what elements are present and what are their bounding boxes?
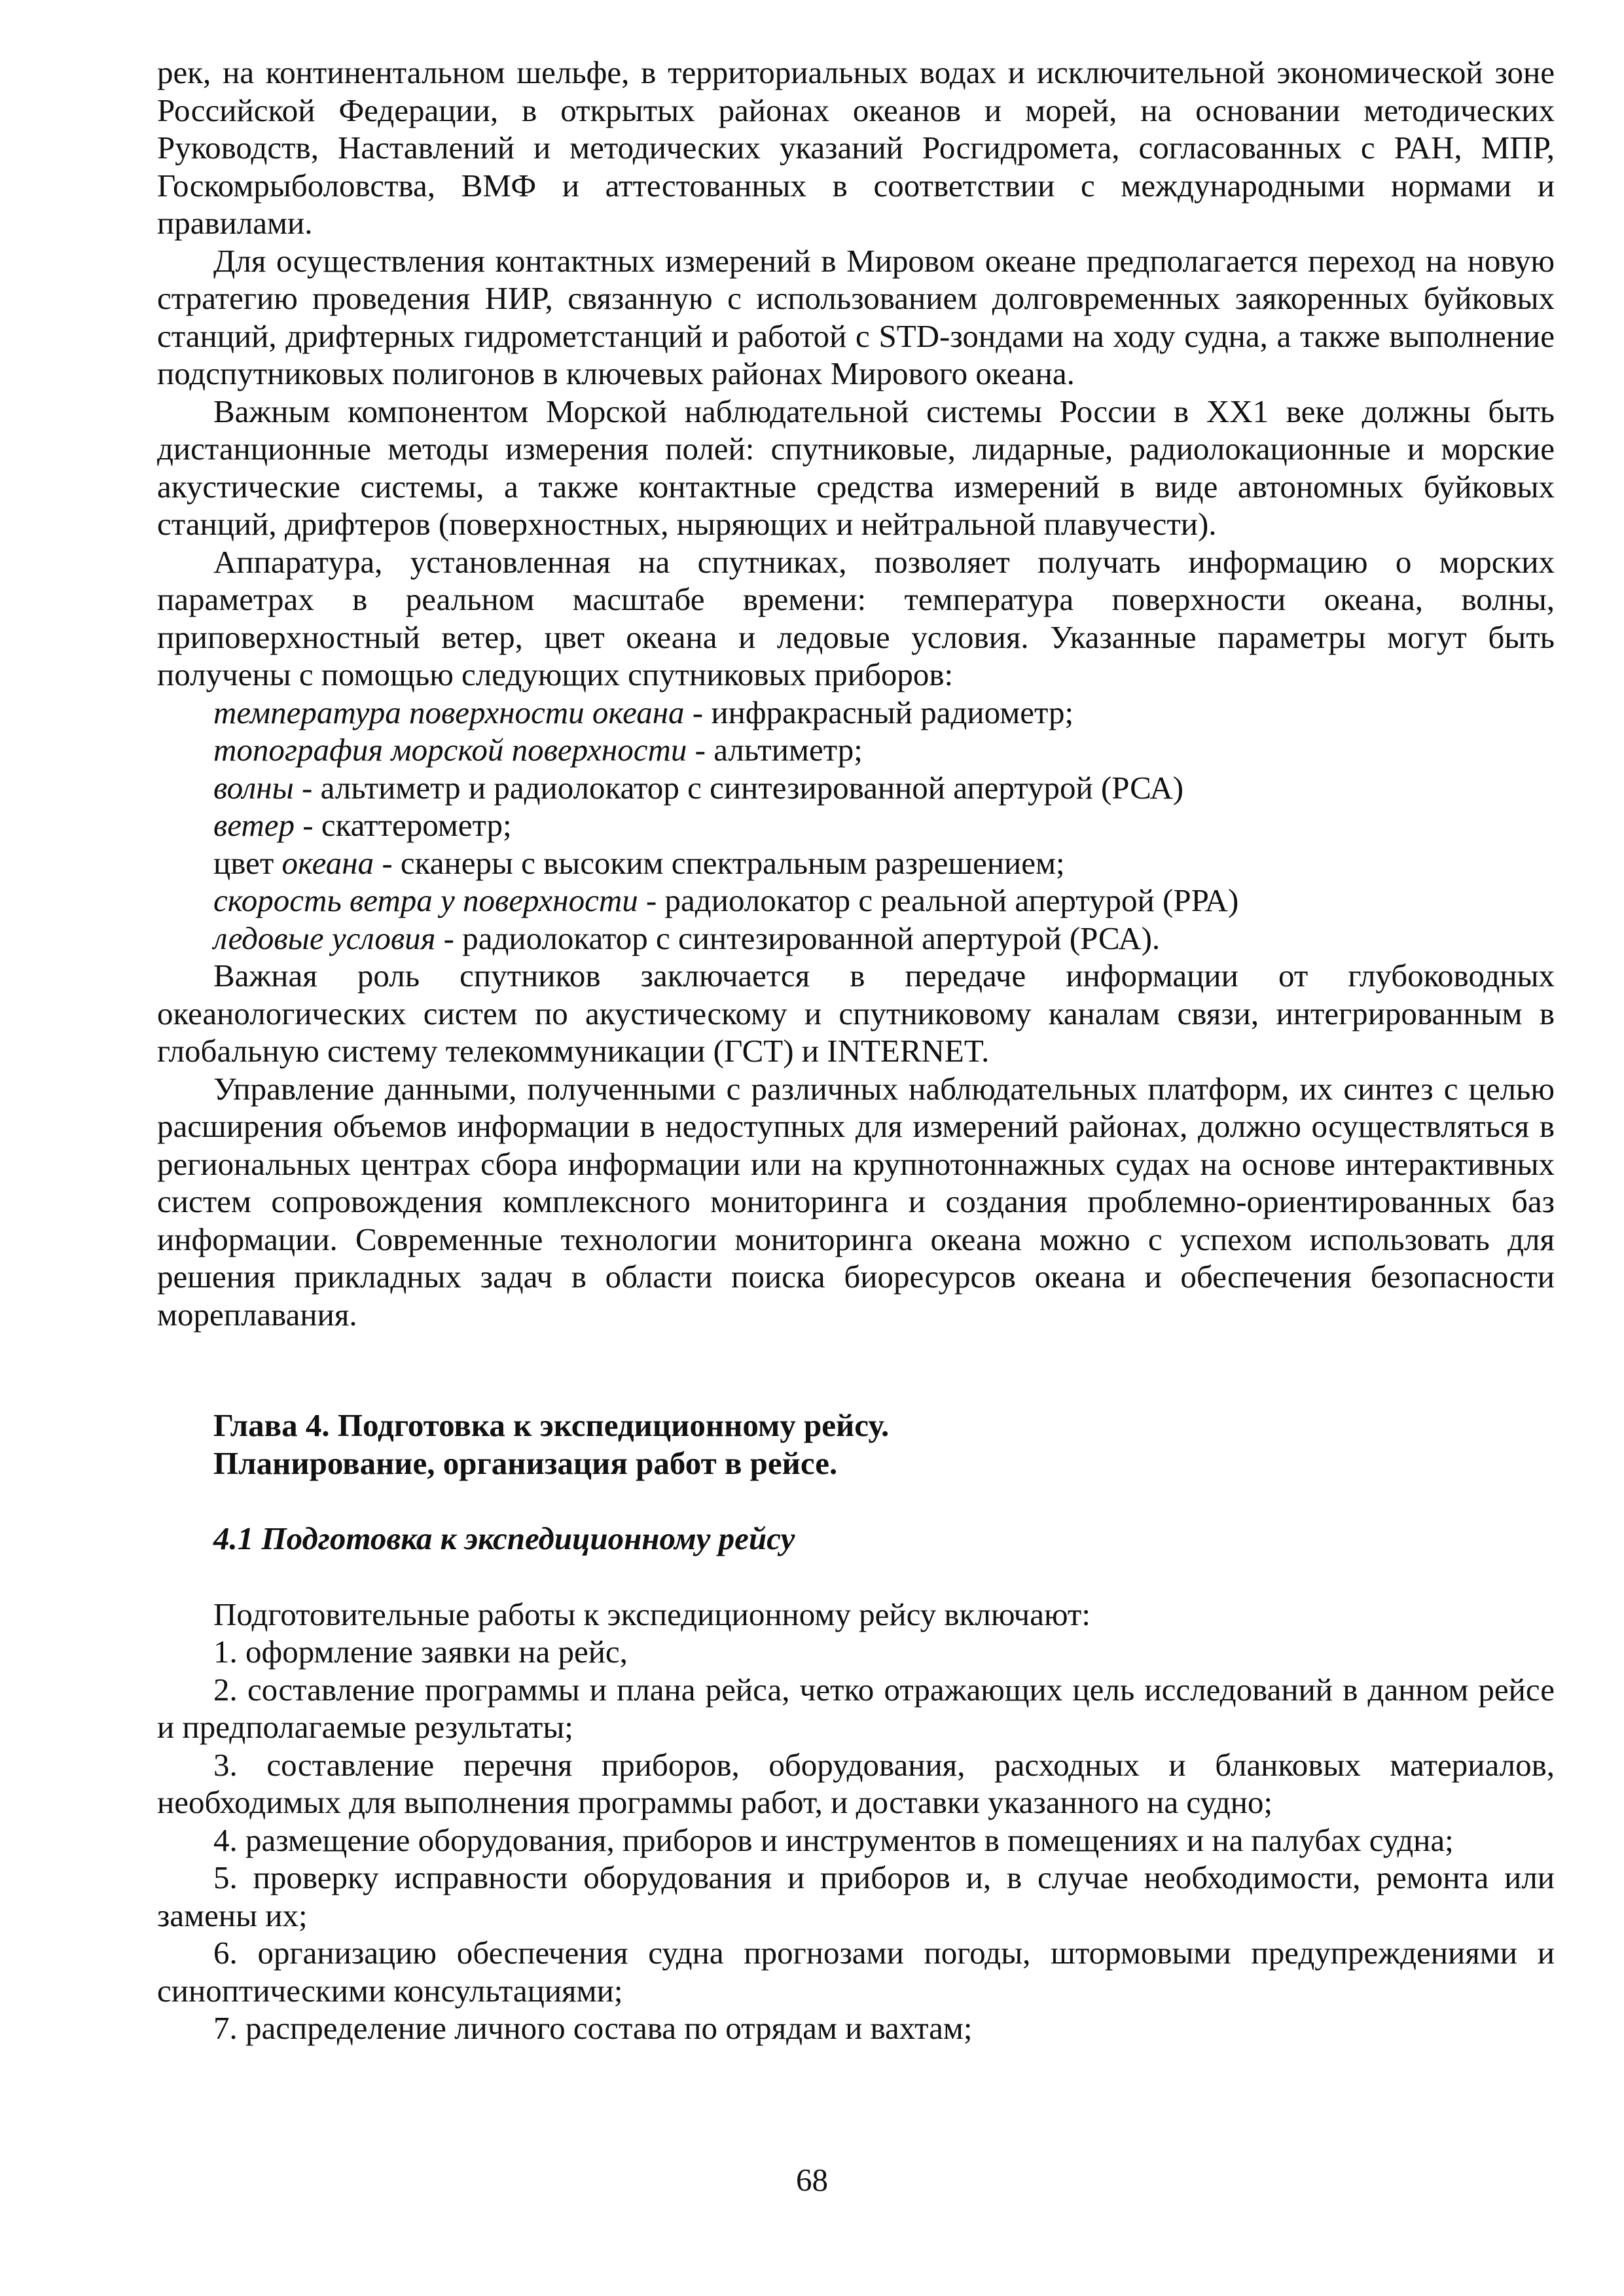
- list-item: 5. проверку исправности оборудования и приборов и, в случае необходимости, ремонта или замены их;: [157, 1859, 1555, 1933]
- spacer: [157, 1558, 1555, 1596]
- chapter-heading: [157, 1407, 1555, 1482]
- paragraph-data-management: Управление данными, полученными с различных наблюдательных платформ, их синтез с целью расширения объемов информации в недоступных для измерений районах, должно осуществляться в региональных центрах сбора информации или на крупнотоннажных судах на основе интерактивных систем сопровождения комплексного мониторинга и создания проблемно-ориентированных баз информации. Современные технологии мониторинга океана можно с успехом использовать для решения прикладных задач в области поиска биоресурсов океана и обеспечения безопасности мореплавания.: [157, 1070, 1555, 1333]
- instrument-item: ледовые условия - радиолокатор с синтезированной апертурой (РСА).: [213, 920, 1161, 956]
- instrument-item: скорость ветра у поверхности - радиолокатор с реальной апертурой (РРА): [213, 882, 1239, 918]
- instrument-item: температура поверхности океана - инфракрасный радиометр;: [213, 694, 1074, 730]
- paragraph-observation-system: Важным компонентом Морской наблюдательной системы России в ХХ1 веке должны быть дистанционные методы измерения полей: спутниковые, лидарные, радиолокационные и морские акустические системы, а также контактные средства измерений в виде автономных буйковых станций, дрифтеров (поверхностных, ныряющих и нейтральной плавучести).: [157, 393, 1555, 542]
- instrument-item: топография морской поверхности - альтиметр;: [213, 732, 863, 768]
- page-content: [157, 54, 1555, 2047]
- list-item: 7. распределение личного состава по отрядам и вахтам;: [213, 2010, 973, 2046]
- paragraph-satellite-role: Важная роль спутников заключается в передаче информации от глубоководных океанологических систем по акустическому и спутниковому каналам связи, интегрированным в глобальную систему телекоммуникации (ГСТ) и INTERNET.: [157, 958, 1555, 1069]
- list-item: 3. составление перечня приборов, оборудования, расходных и бланковых материалов, необходимых для выполнения программы работ, и доставки указанного на судно;: [157, 1746, 1555, 1820]
- chapter-heading-line2: Планирование, организация работ в рейсе.: [213, 1444, 838, 1481]
- list-item: 2. составление программы и плана рейса, четко отражающих цель исследований в данном рейсе и предполагаемые результаты;: [157, 1671, 1555, 1745]
- instrument-list: [157, 694, 1555, 958]
- chapter-heading-line1: Глава 4. Подготовка к экспедиционному рейсу.: [213, 1407, 890, 1443]
- instrument-item: ветер - скаттерометр;: [213, 807, 512, 843]
- paragraph-continuation: рек, на континентальном шельфе, в территориальных водах и исключительной экономической зоне Российской Федерации, в открытых районах океанов и морей, на основании методических Руководств, Наставлений и методических указаний Росгидромета, согласованных с РАН, МПР, Госкомрыболовства, ВМФ и аттестованных в соответствии с международными нормами и правилами.: [157, 54, 1555, 241]
- instrument-item: волны - альтиметр и радиолокатор с синтезированной апертурой (РСА): [213, 769, 1184, 806]
- page-number: 68: [796, 2162, 828, 2198]
- list-item: 1. оформление заявки на рейс,: [213, 1634, 628, 1670]
- instrument-item: цвет океана - сканеры с высоким спектральным разрешением;: [213, 844, 1065, 881]
- paragraph-contact-measurements: Для осуществления контактных измерений в Мировом океане предполагается переход на новую стратегию проведения НИР, связанную с использованием долговременных заякоренных буйковых станций, дрифтерных гидрометстанций и работой с STD-зондами на ходу судна, а также выполнение подспутниковых полигонов в ключевых районах Мирового океана.: [157, 242, 1555, 391]
- paragraph-satellite-equipment: Аппаратура, установленная на спутниках, позволяет получать информацию о морских параметрах в реальном масштабе времени: температура поверхности океана, волны, приповерхностный ветер, цвет океана и ледовые условия. Указанные параметры могут быть получены с помощью следующих спутниковых приборов:: [157, 543, 1555, 692]
- list-intro: Подготовительные работы к экспедиционному рейсу включают:: [213, 1596, 1091, 1632]
- section-heading: 4.1 Подготовка к экспедиционному рейсу: [213, 1520, 795, 1556]
- list-item: 4. размещение оборудования, приборов и инструментов в помещениях и на палубах судна;: [213, 1821, 1454, 1858]
- list-item: 6. организацию обеспечения судна прогнозами погоды, штормовыми предупреждениями и синоптическими консультациями;: [157, 1935, 1555, 2009]
